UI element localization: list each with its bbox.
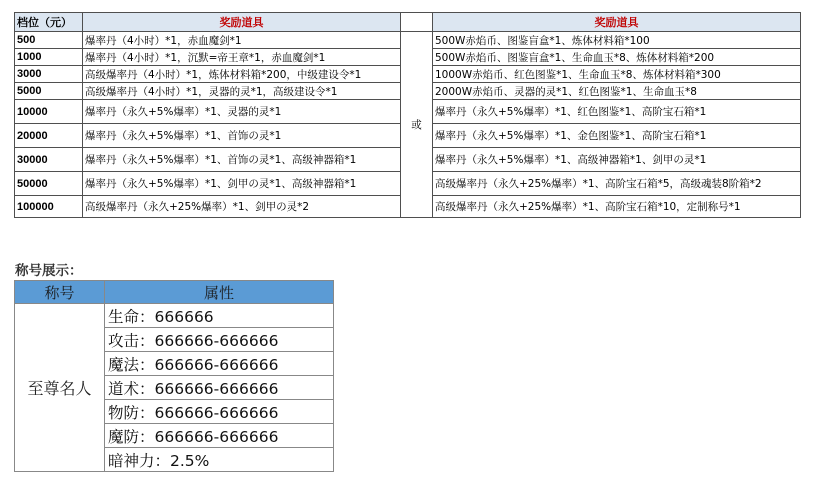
reward-option-a: 爆率丹（永久+5%爆率）*1、首饰の灵*1 bbox=[83, 124, 401, 148]
title-attribute-header: 属性 bbox=[105, 281, 334, 304]
attribute-value: 魔法：666666-666666 bbox=[105, 352, 334, 376]
reward-option-a: 爆率丹（4小时）*1，赤血魔剑*1 bbox=[83, 32, 401, 49]
reward-tier-table bbox=[14, 12, 801, 218]
reward-option-b: 爆率丹（永久+5%爆率）*1、红色图鉴*1、高阶宝石箱*1 bbox=[433, 100, 801, 124]
title-name: 至尊名人 bbox=[15, 304, 105, 472]
reward-option-a: 高级爆率丹（4小时）*1，灵器的灵*1，高级建设令*1 bbox=[83, 83, 401, 100]
reward-option-a: 爆率丹（4小时）*1，沉默=帝王章*1，赤血魔剑*1 bbox=[83, 49, 401, 66]
tier-value: 50000 bbox=[15, 172, 83, 196]
reward-option-a: 高级爆率丹（永久+25%爆率）*1、剑甲の灵*2 bbox=[83, 196, 401, 218]
reward-option-b: 高级爆率丹（永久+25%爆率）*1、高阶宝石箱*10，定制称号*1 bbox=[433, 196, 801, 218]
reward-option-a: 高级爆率丹（4小时）*1，炼体材料箱*200，中级建设令*1 bbox=[83, 66, 401, 83]
attribute-value: 道术：666666-666666 bbox=[105, 376, 334, 400]
tier-value: 3000 bbox=[15, 66, 83, 83]
reward-option-b: 1000W赤焰币、红色图鉴*1、生命血玉*8、炼体材料箱*300 bbox=[433, 66, 801, 83]
attribute-value: 魔防：666666-666666 bbox=[105, 424, 334, 448]
tier-value: 5000 bbox=[15, 83, 83, 100]
attribute-value: 物防：666666-666666 bbox=[105, 400, 334, 424]
reward-option-b: 500W赤焰币、图鉴盲盒*1、炼体材料箱*100 bbox=[433, 32, 801, 49]
reward-column-header-b: 奖励道具 bbox=[433, 13, 801, 32]
tier-value: 10000 bbox=[15, 100, 83, 124]
reward-option-a: 爆率丹（永久+5%爆率）*1、剑甲の灵*1、高级神器箱*1 bbox=[83, 172, 401, 196]
tier-value: 20000 bbox=[15, 124, 83, 148]
reward-option-a: 爆率丹（永久+5%爆率）*1、灵器的灵*1 bbox=[83, 100, 401, 124]
reward-option-a: 爆率丹（永久+5%爆率）*1、首饰の灵*1、高级神器箱*1 bbox=[83, 148, 401, 172]
reward-option-b: 500W赤焰币、图鉴盲盒*1、生命血玉*8、炼体材料箱*200 bbox=[433, 49, 801, 66]
table-row bbox=[15, 32, 801, 49]
tier-value: 30000 bbox=[15, 148, 83, 172]
title-attribute-table bbox=[14, 280, 334, 472]
attribute-value: 生命：666666 bbox=[105, 304, 334, 328]
reward-option-b: 爆率丹（永久+5%爆率）*1、金色图鉴*1、高阶宝石箱*1 bbox=[433, 124, 801, 148]
attribute-value: 攻击：666666-666666 bbox=[105, 328, 334, 352]
reward-option-b: 爆率丹（永久+5%爆率）*1、高级神器箱*1、剑甲の灵*1 bbox=[433, 148, 801, 172]
title-showcase-heading: 称号展示： bbox=[15, 263, 83, 279]
reward-option-b: 2000W赤焰币、灵器的灵*1、红色图鉴*1、生命血玉*8 bbox=[433, 83, 801, 100]
reward-option-b: 高级爆率丹（永久+25%爆率）*1、高阶宝石箱*5，高级魂装8阶箱*2 bbox=[433, 172, 801, 196]
or-label: 或 bbox=[401, 32, 433, 218]
tier-value: 1000 bbox=[15, 49, 83, 66]
tier-value: 500 bbox=[15, 32, 83, 49]
table-row bbox=[15, 304, 334, 328]
title-name-header: 称号 bbox=[15, 281, 105, 304]
tier-column-header: 档位（元） bbox=[15, 13, 83, 32]
tier-value: 100000 bbox=[15, 196, 83, 218]
header-gap bbox=[401, 13, 433, 32]
attribute-value: 暗神力：2.5% bbox=[105, 448, 334, 472]
reward-column-header-a: 奖励道具 bbox=[83, 13, 401, 32]
